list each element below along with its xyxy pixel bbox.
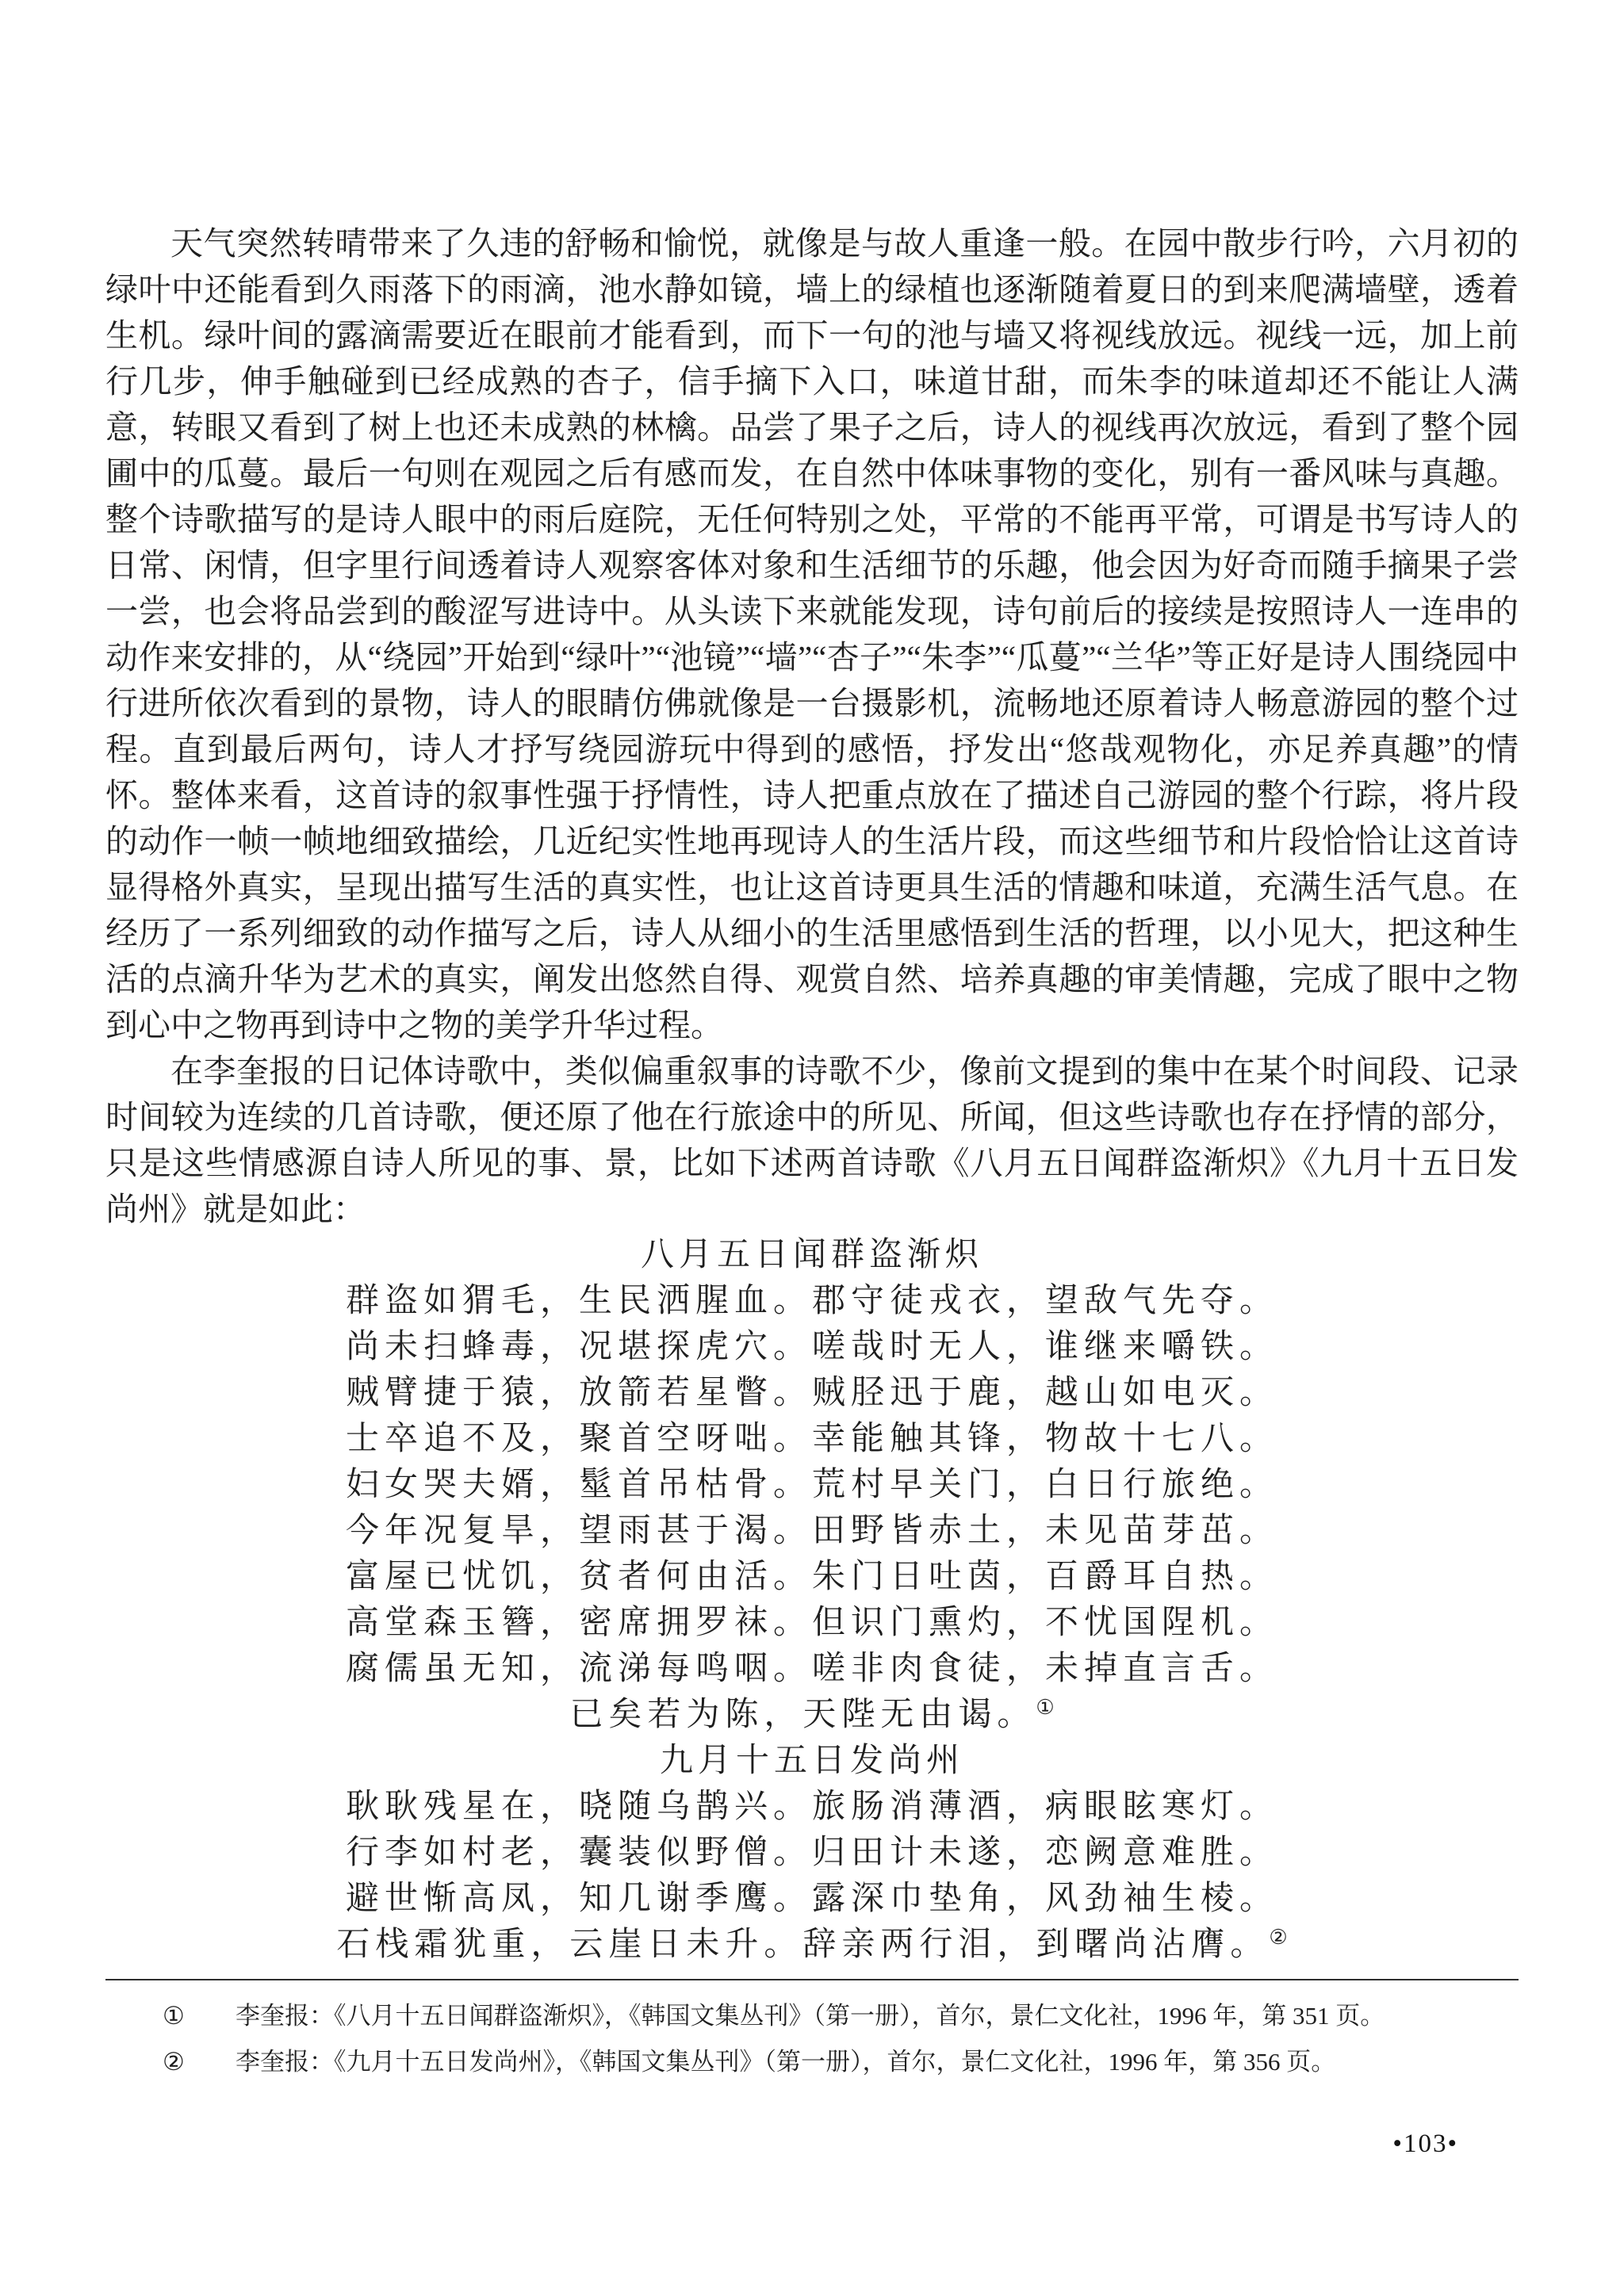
poem-line: 士卒追不及，聚首空呀咄。幸能触其锋，物故十七八。 bbox=[345, 1421, 1278, 1457]
footnote-text: 李奎报：《九月十五日发尚州》，《韩国文集丛刊》（第一册），首尔，景仁文化社，1996 年，第 356 页。 bbox=[236, 2048, 1336, 2076]
poem-line: 今年况复旱，望雨甚于渴。田野皆赤土，未见苗芽茁。 bbox=[345, 1513, 1278, 1549]
poem-line: 避世惭高凤，知几谢季鹰。露深巾垫角，风劲袖生棱。 bbox=[345, 1881, 1278, 1917]
footnote-separator bbox=[105, 1979, 1519, 1980]
poem-title: 九月十五日发尚州 bbox=[659, 1743, 964, 1779]
poem-lines bbox=[105, 1784, 1519, 1968]
footnote-reference: ② bbox=[1269, 1926, 1288, 1949]
poem-title: 八月五日闻群盗渐炽 bbox=[640, 1237, 983, 1273]
body-paragraph-1: 天气突然转晴带来了久违的舒畅和愉悦，就像是与故人重逢一般。在园中散步行吟，六月初的绿叶中还能看到久雨落下的雨滴，池水静如镜，墙上的绿植也逐渐随着夏日的到来爬满墙壁，透着生机。绿叶间的露滴需要近在眼前才能看到，而下一句的池与墙又将视线放远。视线一远，加上前行几步，伸手触碰到已经成熟的杏子，信手摘下入口，味道甘甜，而朱李的味道却还不能让人满意，转眼又看到了树上也还未成熟的林檎。品尝了果子之后，诗人的视线再次放远，看到了整个园圃中的瓜蔓。最后一句则在观园之后有感而发，在自然中体味事物的变化，别有一番风味与真趣。整个诗歌描写的是诗人眼中的雨后庭院，无任何特别之处，平常的不能再平常，可谓是书写诗人的日常、闲情，但字里行间透着诗人观察客体对象和生活细节的乐趣，他会因为好奇而随手摘果子尝一尝，也会将品尝到的酸涩写进诗中。从头读下来就能发现，诗句前后的接续是按照诗人一连串的动作来安排的，从“绕园”开始到“绿叶”“池镜”“墙”“杏子”“朱李”“瓜蔓”“兰华”等正好是诗人围绕园中行进所依次看到的景物，诗人的眼睛仿佛就像是一台摄影机，流畅地还原着诗人畅意游园的整个过程。直到最后两句，诗人才抒写绕园游玩中得到的感悟，抒发出“悠哉观物化，亦足养真趣”的情怀。整体来看，这首诗的叙事性强于抒情性，诗人把重点放在了描述自己游园的整个行踪，将片段的动作一帧一帧地细致描绘，几近纪实性地再现诗人的生活片段，而这些细节和片段恰恰让这首诗显得格外真实，呈现出描写生活的真实性，也让这首诗更具生活的情趣和味道，充满生活气息。在经历了一系列细致的动作描写之后，诗人从细小的生活里感悟到生活的哲理，以小见大，把这种生活的点滴升华为艺术的真实，阐发出悠然自得、观赏自然、培养真趣的审美情趣，完成了眼中之物到心中之物再到诗中之物的美学升华过程。 bbox=[105, 225, 1519, 1043]
footnotes-section bbox=[105, 1993, 1519, 2085]
poem-line: 高堂森玉簪，密席拥罗袜。但识门熏灼，不忧国陧机。 bbox=[345, 1605, 1278, 1641]
footnote-marker: ① bbox=[163, 2002, 185, 2030]
poem-line: 贼臂捷于猿，放箭若星瞥。贼胫迅于鹿，越山如电灭。 bbox=[345, 1375, 1278, 1411]
poem-line: 尚未扫蜂毒，况堪探虎穴。嗟哉时无人，谁继来嚼铁。 bbox=[345, 1329, 1278, 1365]
poems-section bbox=[105, 1232, 1519, 1968]
poem-line: 富屋已忧饥，贫者何由活。朱门日吐茵，百爵耳自热。 bbox=[345, 1559, 1278, 1595]
poem-line: 群盗如猬毛，生民洒腥血。郡守徒戎衣，望敌气先夺。 bbox=[345, 1283, 1278, 1319]
footnote-text: 李奎报：《八月十五日闻群盗渐炽》，《韩国文集丛刊》（第一册），首尔，景仁文化社，1996 年，第 351 页。 bbox=[236, 2002, 1385, 2030]
body-paragraph-2: 在李奎报的日记体诗歌中，类似偏重叙事的诗歌不少，像前文提到的集中在某个时间段、记录时间较为连续的几首诗歌，便还原了他在行旅途中的所见、所闻，但这些诗歌也存在抒情的部分，只是这些情感源自诗人所见的事、景，比如下述两首诗歌《八月五日闻群盗渐炽》《九月十五日发尚州》就是如此： bbox=[105, 1053, 1519, 1227]
poem-line: 腐儒虽无知，流涕每鸣咽。嗟非肉食徒，未掉直言舌。 bbox=[345, 1651, 1278, 1687]
poem bbox=[105, 1738, 1519, 1968]
poem-line: 已矣若为陈，天陛无由谒。① bbox=[569, 1696, 1055, 1733]
poem bbox=[105, 1232, 1519, 1738]
poem-line: 行李如村老，囊装似野僧。归田计未遂，恋阙意难胜。 bbox=[345, 1835, 1278, 1871]
footnote bbox=[105, 1993, 1519, 2039]
poem-line: 耿耿残星在，晓随乌鹊兴。旅肠消薄酒，病眼眩寒灯。 bbox=[345, 1789, 1278, 1825]
footnote-marker: ② bbox=[163, 2048, 185, 2076]
footnote bbox=[105, 2039, 1519, 2085]
page-number: •103• bbox=[1392, 2130, 1458, 2158]
poem-lines bbox=[105, 1278, 1519, 1738]
poem-line: 石栈霜犹重，云崖日未升。辞亲两行泪，到曙尚沾膺。② bbox=[336, 1926, 1288, 1963]
footnote-reference: ① bbox=[1036, 1696, 1055, 1719]
poem-line: 妇女哭夫婿，髽首吊枯骨。荒村早关门，白日行旅绝。 bbox=[345, 1467, 1278, 1503]
